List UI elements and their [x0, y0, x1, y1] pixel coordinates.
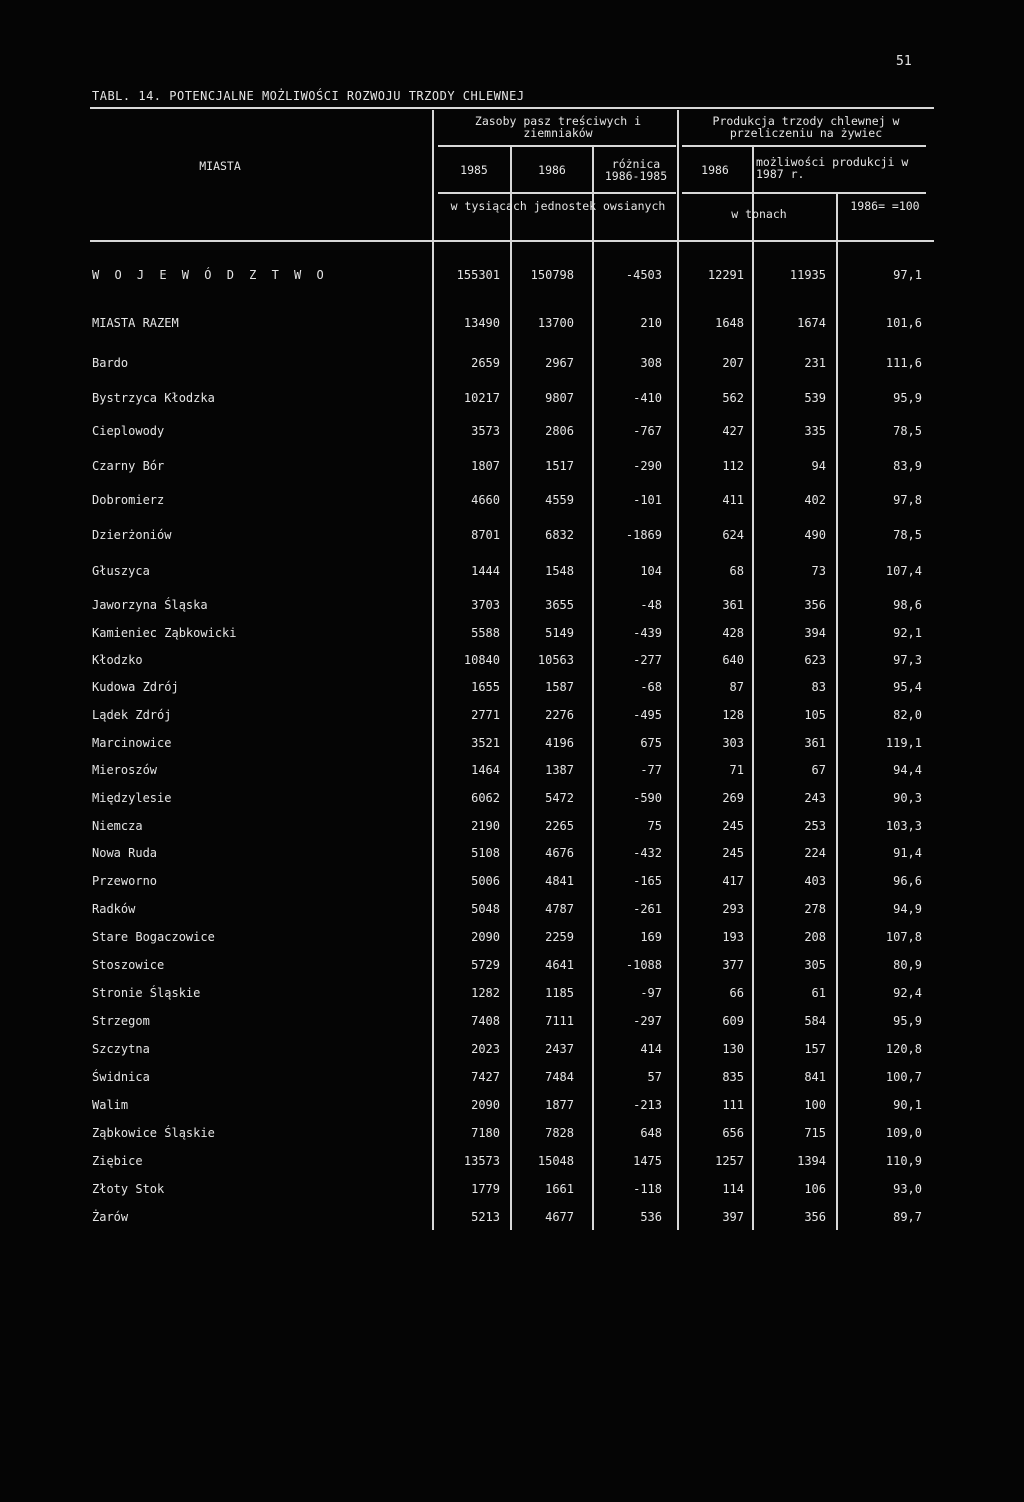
table-row [0, 456, 1024, 476]
row-value: 269 [722, 791, 744, 805]
table-row [0, 677, 1024, 697]
row-value: 2437 [545, 1042, 574, 1056]
row-value: 150798 [530, 268, 574, 282]
row-label: Mieroszów [92, 763, 158, 777]
row-value: 66 [729, 986, 744, 1000]
row-value: 7427 [471, 1070, 500, 1084]
row-value: 841 [804, 1070, 826, 1084]
row-value: 4559 [545, 493, 574, 507]
row-value: 245 [722, 819, 744, 833]
row-value: 71 [729, 763, 744, 777]
row-label: Kamieniec Ząbkowicki [92, 626, 237, 640]
table-row [0, 760, 1024, 780]
page-number: 51 [896, 54, 912, 69]
header-col-difference: różnica 1986-1985 [604, 157, 668, 183]
header-unit-tonnes: w tonach [731, 207, 787, 221]
header-bottom-rule [90, 240, 934, 242]
row-value: 91,4 [893, 846, 922, 860]
row-value: 95,4 [893, 680, 922, 694]
row-value: 119,1 [885, 736, 922, 750]
row-value: 308 [640, 356, 662, 370]
row-label: Świdnica [92, 1070, 150, 1084]
row-value: 5213 [471, 1210, 500, 1224]
row-label: MIASTA RAZEM [92, 316, 179, 330]
row-value: 356 [804, 1210, 826, 1224]
row-value: 111,6 [885, 356, 922, 370]
row-value: 2659 [471, 356, 500, 370]
row-value: 584 [804, 1014, 826, 1028]
row-value: 114 [722, 1182, 744, 1196]
row-label: Lądek Zdrój [92, 708, 172, 722]
row-value: 120,8 [885, 1042, 922, 1056]
row-value: 61 [811, 986, 826, 1000]
row-value: 1257 [715, 1154, 744, 1168]
row-value: 4641 [545, 958, 574, 972]
row-label: Międzylesie [92, 791, 172, 805]
row-value: 4676 [545, 846, 574, 860]
row-value: 95,9 [893, 1014, 922, 1028]
header-group-feed: Zasoby pasz treściwych i ziemniaków [474, 114, 642, 140]
row-label: Czarny Bór [92, 459, 165, 473]
table-row [0, 788, 1024, 808]
row-value: 94,9 [893, 902, 922, 916]
row-value: 5588 [471, 626, 500, 640]
table-row [0, 1095, 1024, 1115]
row-value: 278 [804, 902, 826, 916]
row-value: 104 [640, 564, 662, 578]
row-value: 245 [722, 846, 744, 860]
row-value: 97,8 [893, 493, 922, 507]
row-value: 1444 [471, 564, 500, 578]
row-value: 207 [722, 356, 744, 370]
header-top-rule [90, 107, 934, 109]
row-value: 2090 [471, 1098, 500, 1112]
row-value: -118 [633, 1182, 662, 1196]
row-value: 411 [722, 493, 744, 507]
row-value: 7111 [545, 1014, 574, 1028]
row-value: 5472 [545, 791, 574, 805]
row-value: 87 [729, 680, 744, 694]
row-value: 6832 [545, 528, 574, 542]
row-value: 12291 [707, 268, 744, 282]
row-value: 2265 [545, 819, 574, 833]
row-value: 335 [804, 424, 826, 438]
years-rule-1 [438, 192, 676, 194]
row-value: 67 [811, 763, 826, 777]
row-value: 3703 [471, 598, 500, 612]
row-value: 128 [722, 708, 744, 722]
row-value: 394 [804, 626, 826, 640]
row-value: -767 [633, 424, 662, 438]
row-value: 835 [722, 1070, 744, 1084]
table-row [0, 490, 1024, 510]
row-value: 224 [804, 846, 826, 860]
row-value: 253 [804, 819, 826, 833]
row-value: 96,6 [893, 874, 922, 888]
table-row [0, 983, 1024, 1003]
row-value: 5108 [471, 846, 500, 860]
row-value: 624 [722, 528, 744, 542]
row-label: Przeworno [92, 874, 158, 888]
row-value: 656 [722, 1126, 744, 1140]
row-value: 397 [722, 1210, 744, 1224]
row-value: 94 [811, 459, 826, 473]
row-value: 5048 [471, 902, 500, 916]
row-value: 97,3 [893, 653, 922, 667]
row-value: 112 [722, 459, 744, 473]
row-value: 10217 [463, 391, 500, 405]
row-label: Stare Bogaczowice [92, 930, 215, 944]
header-col-1986: 1986 [538, 163, 566, 177]
row-value: -297 [633, 1014, 662, 1028]
row-value: 11935 [789, 268, 826, 282]
row-value: 2259 [545, 930, 574, 944]
years-rule-2 [682, 192, 926, 194]
row-value: 57 [647, 1070, 662, 1084]
row-value: 109,0 [885, 1126, 922, 1140]
row-value: 293 [722, 902, 744, 916]
row-value: 715 [804, 1126, 826, 1140]
row-label: Jaworzyna Śląska [92, 598, 208, 612]
row-label: Niemcza [92, 819, 143, 833]
row-value: 377 [722, 958, 744, 972]
row-value: 130 [722, 1042, 744, 1056]
row-label: Ziębice [92, 1154, 143, 1168]
row-value: 2276 [545, 708, 574, 722]
header-col-production-1986: 1986 [701, 163, 729, 177]
row-value: 428 [722, 626, 744, 640]
row-value: 78,5 [893, 528, 922, 542]
row-value: 208 [804, 930, 826, 944]
row-value: 75 [647, 819, 662, 833]
row-value: 1548 [545, 564, 574, 578]
row-value: 155301 [456, 268, 500, 282]
row-value: 107,4 [885, 564, 922, 578]
row-value: 110,9 [885, 1154, 922, 1168]
row-value: 5149 [545, 626, 574, 640]
row-value: 111 [722, 1098, 744, 1112]
row-label: Cieplowody [92, 424, 165, 438]
row-value: 13490 [463, 316, 500, 330]
row-value: 623 [804, 653, 826, 667]
row-label: Głuszyca [92, 564, 150, 578]
row-value: -432 [633, 846, 662, 860]
row-value: 417 [722, 874, 744, 888]
row-value: 609 [722, 1014, 744, 1028]
row-value: 562 [722, 391, 744, 405]
row-value: 7828 [545, 1126, 574, 1140]
row-value: -101 [633, 493, 662, 507]
row-value: -277 [633, 653, 662, 667]
row-value: -77 [640, 763, 662, 777]
table-row [0, 421, 1024, 441]
row-value: 73 [811, 564, 826, 578]
row-value: -97 [640, 986, 662, 1000]
row-label: Radków [92, 902, 136, 916]
row-value: -68 [640, 680, 662, 694]
table-row [0, 927, 1024, 947]
table-row [0, 1179, 1024, 1199]
group1-rule [438, 145, 676, 147]
row-value: 5729 [471, 958, 500, 972]
row-value: 361 [722, 598, 744, 612]
row-value: 2090 [471, 930, 500, 944]
table-row [0, 561, 1024, 581]
row-value: 1282 [471, 986, 500, 1000]
row-value: 105 [804, 708, 826, 722]
row-value: 3521 [471, 736, 500, 750]
row-value: 4787 [545, 902, 574, 916]
header-col-possible-1987: możliwości produkcji w 1987 r. [756, 155, 909, 181]
row-value: 94,4 [893, 763, 922, 777]
row-label: Żarów [92, 1210, 129, 1224]
row-label: Złoty Stok [92, 1182, 165, 1196]
row-value: -590 [633, 791, 662, 805]
row-value: 1655 [471, 680, 500, 694]
row-value: 103,3 [885, 819, 922, 833]
row-value: 1807 [471, 459, 500, 473]
table-row [0, 265, 1024, 285]
row-value: 1674 [797, 316, 826, 330]
row-value: 157 [804, 1042, 826, 1056]
row-value: 106 [804, 1182, 826, 1196]
row-value: 10840 [463, 653, 500, 667]
table-row [0, 1067, 1024, 1087]
row-value: -213 [633, 1098, 662, 1112]
row-value: 6062 [471, 791, 500, 805]
row-label: Stoszowice [92, 958, 165, 972]
row-label: Bystrzyca Kłodzka [92, 391, 215, 405]
row-value: 13573 [463, 1154, 500, 1168]
row-value: -261 [633, 902, 662, 916]
table-row [0, 525, 1024, 545]
row-value: 193 [722, 930, 744, 944]
table-row [0, 650, 1024, 670]
row-value: 7180 [471, 1126, 500, 1140]
table-row [0, 1011, 1024, 1031]
row-value: 305 [804, 958, 826, 972]
row-value: 83 [811, 680, 826, 694]
row-value: 169 [640, 930, 662, 944]
row-label: Szczytna [92, 1042, 150, 1056]
row-value: 107,8 [885, 930, 922, 944]
row-value: 15048 [537, 1154, 574, 1168]
group2-rule [682, 145, 926, 147]
row-label: Nowa Ruda [92, 846, 158, 860]
row-value: 1394 [797, 1154, 826, 1168]
row-value: 4196 [545, 736, 574, 750]
row-value: 539 [804, 391, 826, 405]
row-value: -439 [633, 626, 662, 640]
row-value: 3655 [545, 598, 574, 612]
header-unit-index: 1986= =100 [850, 199, 920, 213]
row-value: 1464 [471, 763, 500, 777]
table-row [0, 899, 1024, 919]
row-value: -410 [633, 391, 662, 405]
row-value: -1869 [625, 528, 662, 542]
row-value: 356 [804, 598, 826, 612]
row-value: 4677 [545, 1210, 574, 1224]
row-value: 100 [804, 1098, 826, 1112]
row-value: 97,1 [893, 268, 922, 282]
row-label: Bardo [92, 356, 129, 370]
row-value: -165 [633, 874, 662, 888]
table-row [0, 843, 1024, 863]
row-label: Ząbkowice Śląskie [92, 1126, 215, 1140]
row-value: 10563 [537, 653, 574, 667]
row-value: 1387 [545, 763, 574, 777]
row-value: 2967 [545, 356, 574, 370]
row-value: 675 [640, 736, 662, 750]
row-value: 90,1 [893, 1098, 922, 1112]
row-value: 648 [640, 1126, 662, 1140]
row-label: Walim [92, 1098, 129, 1112]
row-value: 1779 [471, 1182, 500, 1196]
row-label: Dzierżoniów [92, 528, 172, 542]
row-value: 80,9 [893, 958, 922, 972]
row-label: Strzegom [92, 1014, 150, 1028]
table-row [0, 1123, 1024, 1143]
table-row [0, 871, 1024, 891]
header-col-1985: 1985 [460, 163, 488, 177]
row-value: 92,1 [893, 626, 922, 640]
row-label: Kudowa Zdrój [92, 680, 179, 694]
row-value: 5006 [471, 874, 500, 888]
row-value: 1587 [545, 680, 574, 694]
table-title: TABL. 14. POTENCJALNE MOŻLIWOŚCI ROZWOJU TRZODY CHLEWNEJ [92, 89, 525, 103]
row-value: 1661 [545, 1182, 574, 1196]
header-group-production: Produkcja trzody chlewnej w przeliczeniu na żywiec [712, 114, 900, 140]
table-row [0, 623, 1024, 643]
row-value: 4841 [545, 874, 574, 888]
row-value: 68 [729, 564, 744, 578]
row-value: 210 [640, 316, 662, 330]
row-value: 4660 [471, 493, 500, 507]
row-value: -495 [633, 708, 662, 722]
table-row [0, 595, 1024, 615]
row-value: 83,9 [893, 459, 922, 473]
row-value: -1088 [625, 958, 662, 972]
row-value: 90,3 [893, 791, 922, 805]
row-value: 2023 [471, 1042, 500, 1056]
row-label: Stronie Śląskie [92, 986, 201, 1000]
row-value: -48 [640, 598, 662, 612]
row-label: W O J E W Ó D Z T W O [92, 268, 328, 282]
row-value: 402 [804, 493, 826, 507]
row-value: 13700 [537, 316, 574, 330]
row-label: Marcinowice [92, 736, 172, 750]
row-value: 82,0 [893, 708, 922, 722]
row-value: 640 [722, 653, 744, 667]
row-value: 414 [640, 1042, 662, 1056]
header-row-label: MIASTA [199, 159, 241, 173]
row-value: 427 [722, 424, 744, 438]
row-value: 1475 [633, 1154, 662, 1168]
row-value: 1517 [545, 459, 574, 473]
row-value: -4503 [625, 268, 662, 282]
row-value: 7484 [545, 1070, 574, 1084]
row-value: 89,7 [893, 1210, 922, 1224]
row-value: 98,6 [893, 598, 922, 612]
row-value: 361 [804, 736, 826, 750]
table-row [0, 1039, 1024, 1059]
row-value: 95,9 [893, 391, 922, 405]
row-value: 7408 [471, 1014, 500, 1028]
table-row [0, 1207, 1024, 1227]
header-unit-oat-units: w tysiącach jednostek owsianych [450, 199, 666, 213]
row-value: 8701 [471, 528, 500, 542]
row-value: 490 [804, 528, 826, 542]
row-value: 536 [640, 1210, 662, 1224]
table-row [0, 313, 1024, 333]
row-value: 1185 [545, 986, 574, 1000]
table-row [0, 388, 1024, 408]
row-value: -290 [633, 459, 662, 473]
row-value: 243 [804, 791, 826, 805]
table-row [0, 353, 1024, 373]
row-value: 78,5 [893, 424, 922, 438]
row-value: 92,4 [893, 986, 922, 1000]
row-value: 1648 [715, 316, 744, 330]
row-label: Dobromierz [92, 493, 165, 507]
row-label: Kłodzko [92, 653, 143, 667]
row-value: 9807 [545, 391, 574, 405]
table-row [0, 955, 1024, 975]
row-value: 3573 [471, 424, 500, 438]
row-value: 2190 [471, 819, 500, 833]
row-value: 2806 [545, 424, 574, 438]
row-value: 403 [804, 874, 826, 888]
table-row [0, 705, 1024, 725]
row-value: 303 [722, 736, 744, 750]
row-value: 101,6 [885, 316, 922, 330]
row-value: 1877 [545, 1098, 574, 1112]
row-value: 93,0 [893, 1182, 922, 1196]
row-value: 231 [804, 356, 826, 370]
row-value: 2771 [471, 708, 500, 722]
table-row [0, 733, 1024, 753]
table-row [0, 816, 1024, 836]
table-row [0, 1151, 1024, 1171]
row-value: 100,7 [885, 1070, 922, 1084]
